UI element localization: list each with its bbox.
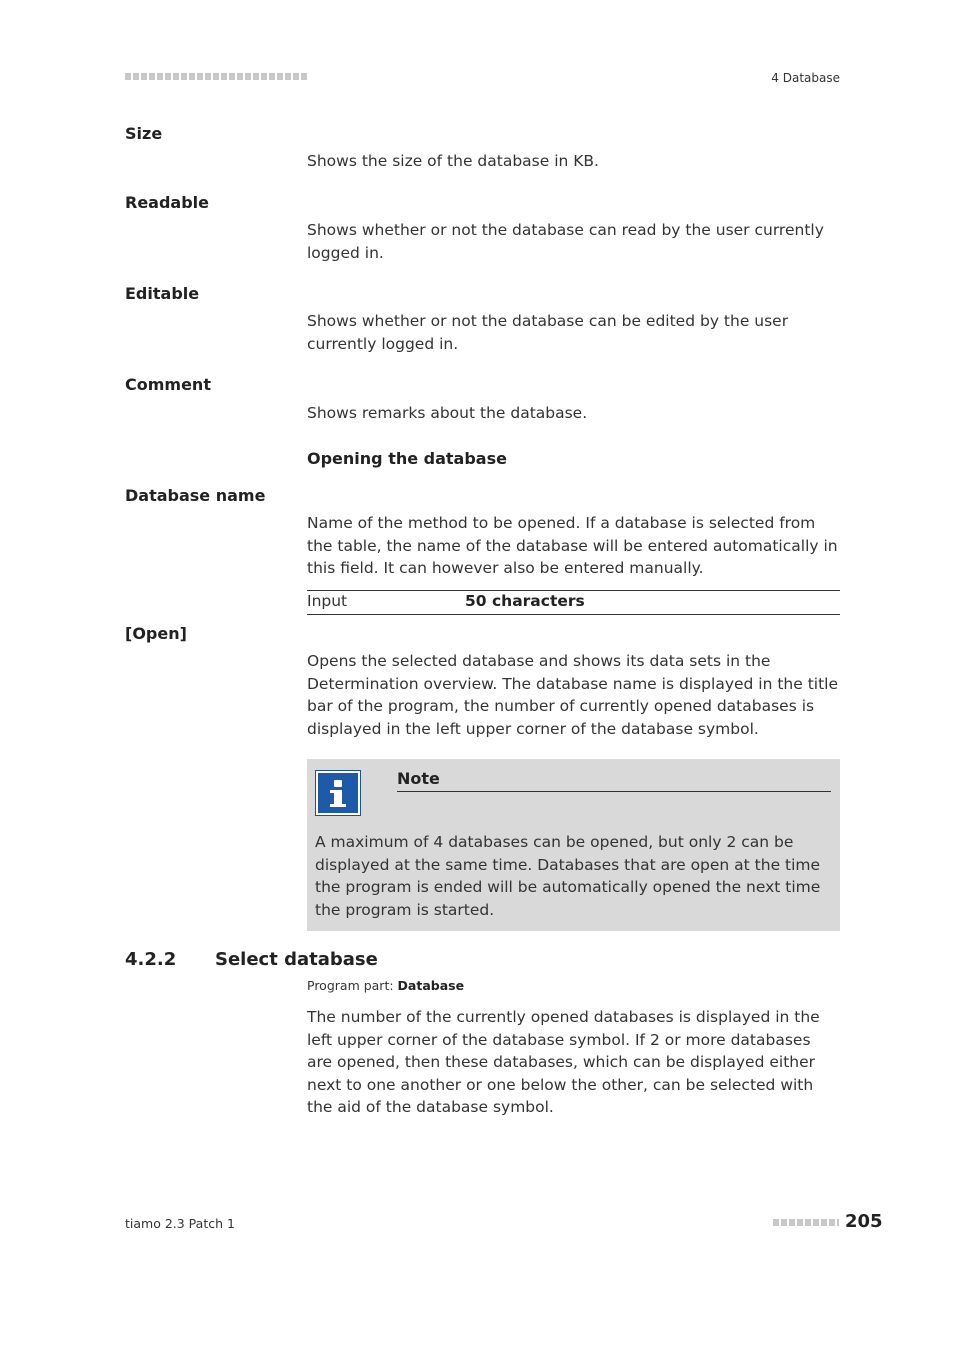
program-part	[307, 978, 464, 993]
term-database-name: Database name	[125, 486, 266, 505]
desc-readable: Shows whether or not the database can read by the user currently logged in.	[307, 221, 824, 262]
footer-product: tiamo 2.3 Patch 1	[125, 1216, 235, 1231]
input-spec-label: Input	[307, 592, 348, 610]
header-decoration	[125, 73, 307, 80]
desc-editable: Shows whether or not the database can be edited by the user currently logged in.	[307, 312, 789, 353]
input-spec-table	[307, 590, 840, 615]
section-title: Select database	[215, 949, 378, 970]
term-comment: Comment	[125, 375, 211, 394]
desc-open: Opens the selected database and shows its data sets in the Determination overview. The database name is displayed in the title bar of the program, the number of currently opened databases is displayed in the left upper corner of the database symbol.	[307, 652, 839, 738]
section-body: The number of the currently opened databases is displayed in the left upper corner of the database symbol. If 2 or more databases are opened, then these databases, which can be displayed either next to one another or one below the other, can be selected with the aid of the database symbol.	[307, 1008, 820, 1116]
info-icon	[315, 770, 361, 816]
note-text: A maximum of 4 databases can be opened, but only 2 can be displayed at the same time. Databases that are open at the time the program is ended will be automatically opened the next time the program is started.	[315, 833, 821, 919]
program-part-label: Program part:	[307, 978, 394, 993]
term-editable: Editable	[125, 284, 200, 303]
desc-comment: Shows remarks about the database.	[307, 404, 588, 422]
page-number: 205	[845, 1211, 883, 1232]
program-part-value: Database	[397, 978, 465, 993]
section-number: 4.2.2	[125, 949, 177, 970]
footer-decoration	[773, 1219, 839, 1226]
note-title: Note	[397, 769, 831, 792]
term-open: [Open]	[125, 624, 187, 643]
subheading-opening: Opening the database	[307, 449, 507, 468]
header-section-title: 4 Database	[771, 71, 840, 85]
desc-size: Shows the size of the database in KB.	[307, 152, 599, 170]
desc-database-name: Name of the method to be opened. If a database is selected from the table, the name of the database will be entered automatically in this field. It can however also be entered manually.	[307, 514, 838, 577]
term-size: Size	[125, 124, 163, 143]
term-readable: Readable	[125, 193, 210, 212]
note-box	[307, 759, 840, 931]
input-spec-value: 50 characters	[465, 592, 585, 610]
